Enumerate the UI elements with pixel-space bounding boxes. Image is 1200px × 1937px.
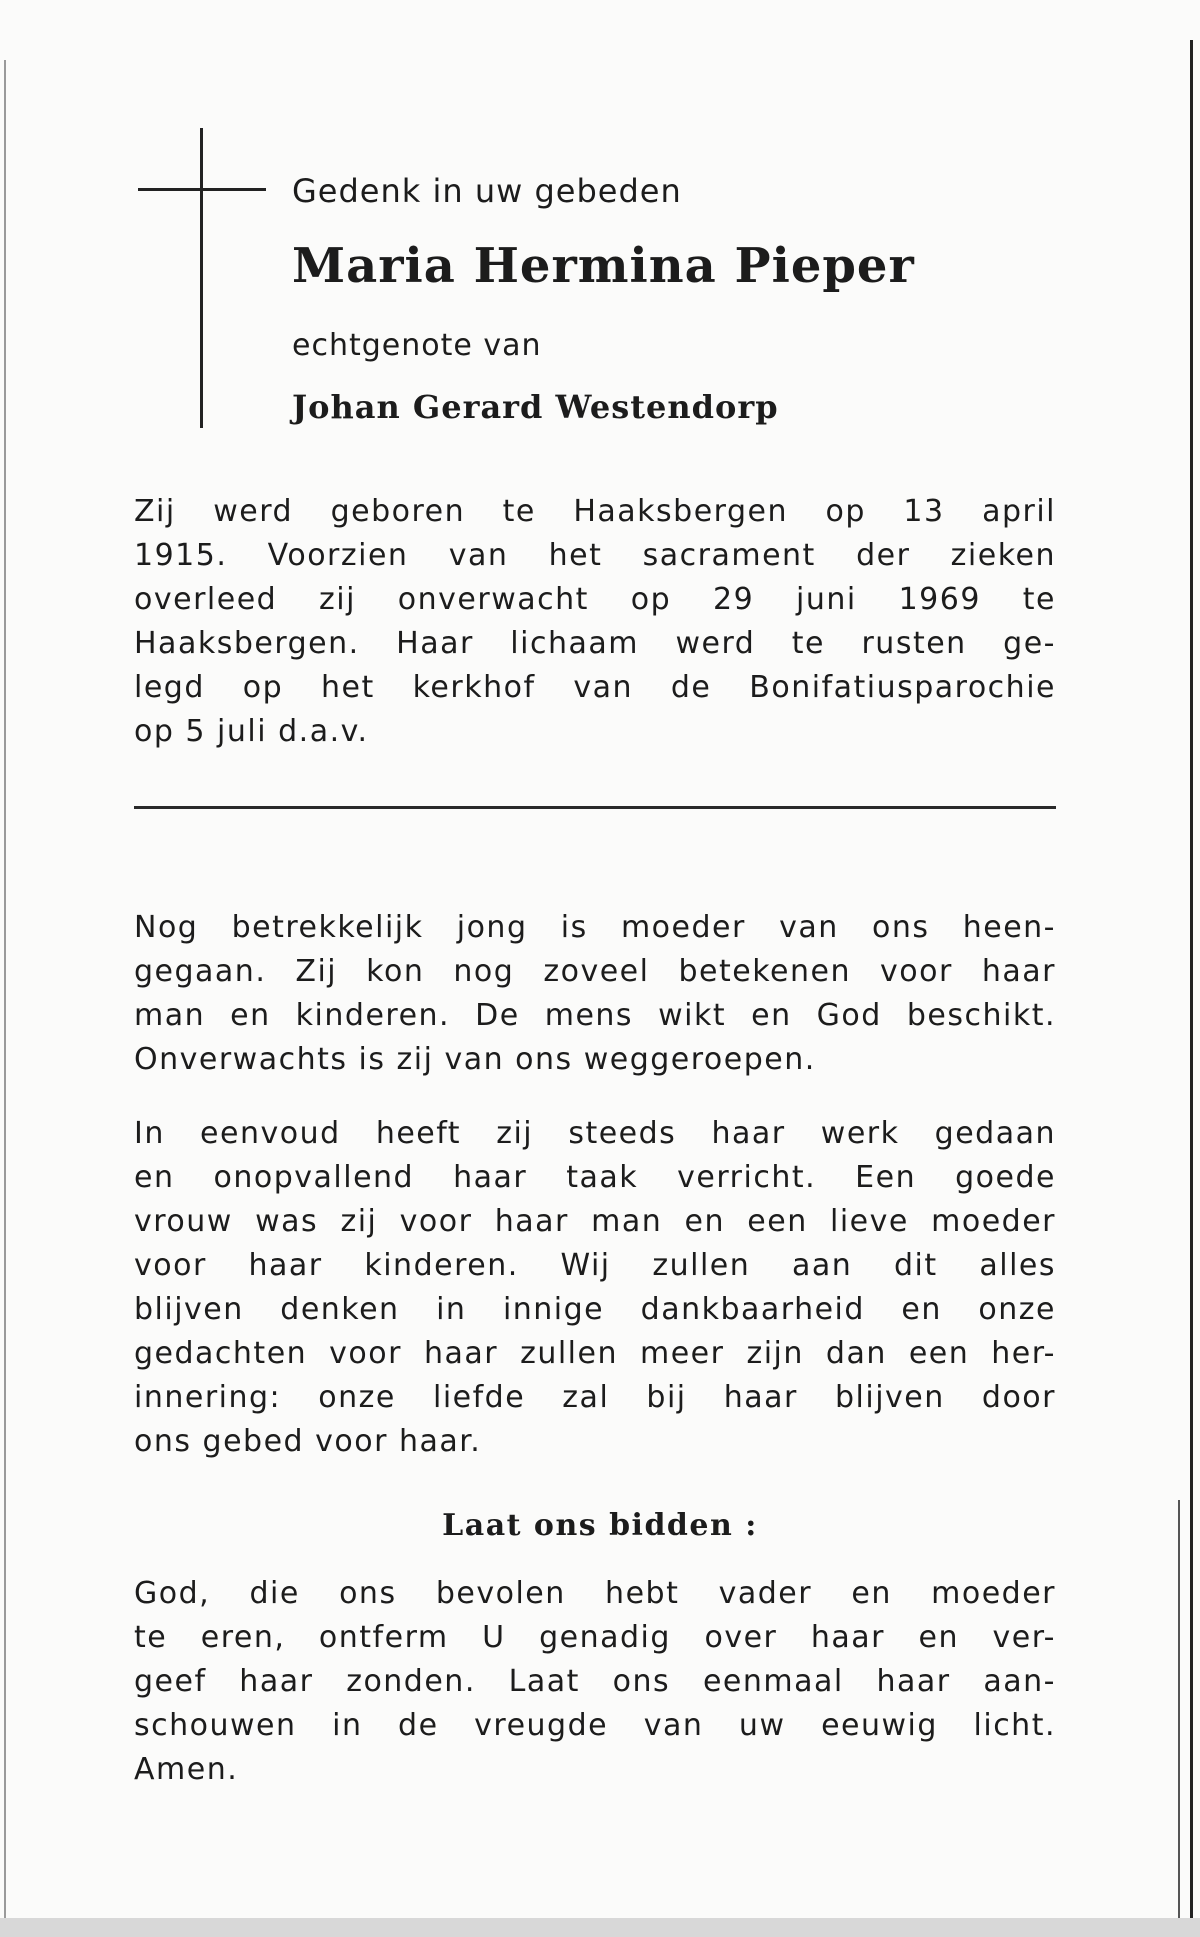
reflection-line: Onverwachts is zij van ons weggeroepen. xyxy=(134,1042,816,1077)
prayer-line: geef haar zonden. Laat ons eenmaal haar aan- xyxy=(134,1664,1056,1699)
reflection-line: man en kinderen. De mens wikt en God beschikt. xyxy=(134,998,1056,1033)
prayer-paragraph xyxy=(134,1572,1056,1792)
cross-horizontal-bar xyxy=(138,188,266,191)
card-left-edge xyxy=(4,60,6,1920)
card-right-edge xyxy=(1190,40,1193,1930)
section-divider xyxy=(134,806,1056,809)
reflection-paragraph xyxy=(134,906,1056,1082)
cross-vertical-bar xyxy=(200,128,203,428)
biography-line: Haaksbergen. Haar lichaam werd te rusten ge- xyxy=(134,626,1056,661)
tribute-line: innering: onze liefde zal bij haar blijven door xyxy=(134,1380,1056,1415)
biography-paragraph xyxy=(134,490,1056,754)
tribute-line: gedachten voor haar zullen meer zijn dan een her- xyxy=(134,1336,1056,1371)
tribute-line: voor haar kinderen. Wij zullen aan dit alles xyxy=(134,1248,1056,1283)
prayer-heading: Laat ons bidden : xyxy=(442,1508,758,1543)
biography-line: overleed zij onverwacht op 29 juni 1969 te xyxy=(134,582,1056,617)
tribute-line: blijven denken in innige dankbaarheid en onze xyxy=(134,1292,1056,1327)
tribute-paragraph xyxy=(134,1112,1056,1464)
biography-line: Zij werd geboren te Haaksbergen op 13 april xyxy=(134,494,1056,529)
biography-line: 1915. Voorzien van het sacrament der zieken xyxy=(134,538,1056,573)
tribute-line: vrouw was zij voor haar man en een lieve moeder xyxy=(134,1204,1056,1239)
intro-text: Gedenk in uw gebeden xyxy=(292,172,682,210)
tribute-line: en onopvallend haar taak verricht. Een goede xyxy=(134,1160,1056,1195)
reflection-line: Nog betrekkelijk jong is moeder van ons heen- xyxy=(134,910,1056,945)
prayer-line: te eren, ontferm U genadig over haar en ver- xyxy=(134,1620,1056,1655)
prayer-line: Amen. xyxy=(134,1752,239,1787)
prayer-line: God, die ons bevolen hebt vader en moeder xyxy=(134,1576,1056,1611)
card-right-crease xyxy=(1178,1500,1180,1920)
biography-line: op 5 juli d.a.v. xyxy=(134,714,369,749)
spouse-name: Johan Gerard Westendorp xyxy=(292,388,779,426)
reflection-line: gegaan. Zij kon nog zoveel betekenen voor haar xyxy=(134,954,1056,989)
card-bottom-shadow xyxy=(0,1918,1200,1937)
prayer-line: schouwen in de vreugde van uw eeuwig licht. xyxy=(134,1708,1056,1743)
tribute-line: In eenvoud heeft zij steeds haar werk gedaan xyxy=(134,1116,1056,1151)
deceased-name: Maria Hermina Pieper xyxy=(292,238,915,294)
relation-text: echtgenote van xyxy=(292,328,542,363)
biography-line: legd op het kerkhof van de Bonifatiusparochie xyxy=(134,670,1056,705)
tribute-line: ons gebed voor haar. xyxy=(134,1424,482,1459)
